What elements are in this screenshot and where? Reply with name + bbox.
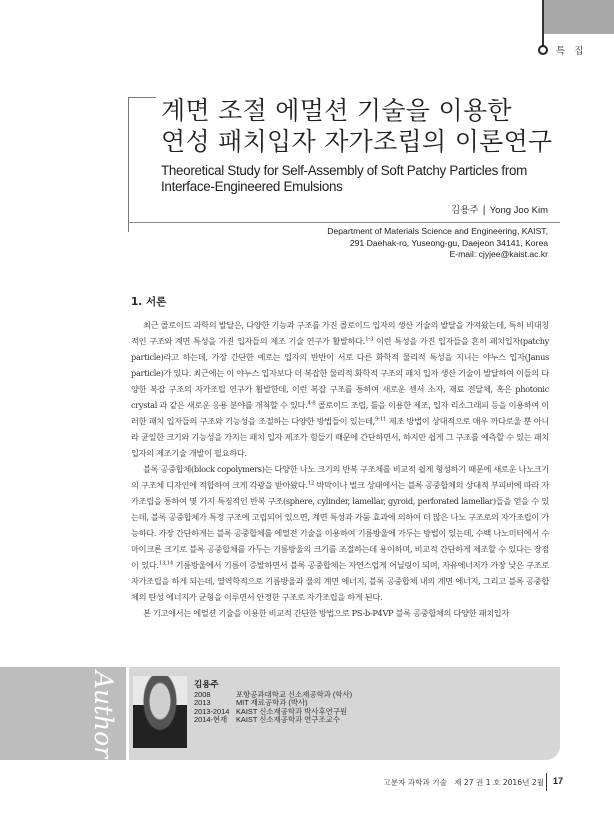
paragraph-3: 본 기고에서는 에멀션 기술을 이용한 비교적 간단한 방법으로 PS-b-P4VP 블록 공중합체의 다양한 패치입자 — [143, 608, 510, 618]
citation: 4-8 — [307, 400, 316, 407]
text: 기름방울에서 기름이 증발하면서 블록 공중합체는 자연스럽게 어닐링이 되며, 자유에너지가 가장 낮은 구조로 자가조립을 하게 되는데, 열역학적으로 기름방울과 물의 계면 에너지, 블록 공중합체 내의 계면 에너지, 그리고 블록 공중합체의 탄성 에너지가 균형을 이루면서 안정한 구조로 자가조립을 하게 된다. — [131, 560, 549, 602]
author-photo — [133, 676, 187, 748]
journal-name: 고분자 과학과 기술 — [383, 778, 447, 787]
bio-entry — [194, 716, 352, 724]
title-bracket — [128, 97, 129, 232]
english-title — [161, 163, 527, 194]
text: 블록 공중합체(block copolymers)는 다양한 나노 크기의 반복 구조체를 비교적 쉽게 형성하기 때문에 새로운 나노크기의 구조체 디자인에 적합하여 크게 각광을 받아왔다. — [131, 464, 549, 490]
author-email: E-mail: cjyjee@kaist.ac.kr — [449, 249, 548, 259]
english-title-line-2: Interface-Engineered Emulsions — [161, 178, 343, 194]
section-heading: 1. 서론 — [131, 296, 167, 308]
affiliation-line-2: 291 Daehak-ro, Yuseong-gu, Daejeon 34141, Korea — [349, 237, 548, 248]
citation: 1-3 — [365, 336, 374, 343]
paragraph-1 — [131, 317, 549, 461]
text: 이런 특성을 가진 입자들을 흔히 패치입자(patchy particle)라고 하는데, 가장 간단한 예로는 입자의 반반이 서로 다른 화학적 물리적 특성을 지니는 야누스 입자(Janus particle)가 있다. 최근에는 이 야누스 입자보다 더 복잡한 물리적 화학적 구조의 패치 입자 생산 기술이 발달하여 이들의 다양한 복잡 구조의 자가조립 연구가 활발한데, 이런 복잡 구조를 통하여 새로운 센서 소자, 재료 전달체, 혹은 photonic crystal 과 같은 새로운 응용 분야를 개척할 수 있다. — [131, 336, 549, 410]
author-box-label: Author — [89, 670, 118, 759]
bio-desc: MIT 재료공학과 (박사) — [236, 698, 308, 708]
bio-year: 2008 — [194, 690, 211, 699]
citation: 12 — [307, 480, 315, 487]
author-name-ko: 김용주 — [450, 205, 479, 216]
page-number: 17 — [553, 776, 564, 786]
journal-issue: 제 27 권 1 호 2016년 2월 — [454, 778, 544, 787]
korean-title — [161, 95, 553, 157]
korean-title-line-1: 계면 조절 에멀션 기술을 이용한 — [161, 96, 512, 125]
section-label: 특 집 — [556, 46, 587, 57]
footer-divider — [546, 773, 547, 791]
text: 콜로이드 조립, 틀을 이용한 제조, 입자 리소그래피 등을 이용하여 이러한 패치 입자들의 구조와 기능성을 조절하는 다양한 방법들이 있는데, — [131, 400, 549, 426]
bio-desc: 포항공과대학교 신소재공학과 (학사) — [236, 690, 353, 699]
footer-journal — [383, 777, 544, 788]
header-divider — [542, 0, 544, 46]
bio-desc: KAIST 신소재공학과 박사후연구원 — [236, 706, 348, 716]
corner-tab — [543, 0, 614, 34]
author-byline — [451, 205, 548, 217]
bio-year: 2013-2014 — [194, 706, 230, 716]
title-bracket-top — [128, 97, 156, 98]
english-title-line-1: Theoretical Study for Self-Assembly of Soft Patchy Particles from — [161, 163, 527, 178]
citation: 13,14 — [158, 560, 173, 567]
affiliation-line-1: Department of Materials Science and Engineering, KAIST, — [327, 226, 548, 236]
text: 최근 콜로이드 과학의 발달은, 다양한 기능과 구조를 가진 콜로이드 입자의 생산 기술의 발달을 가져왔는데, 특히 비대칭적인 구조와 계면 특성을 가진 입자들의 제조 기술 연구가 활발하다. — [131, 320, 549, 346]
paragraph-2 — [131, 461, 549, 605]
affiliation — [327, 226, 548, 261]
circle-bullet-icon — [538, 45, 548, 55]
author-rule — [128, 222, 560, 223]
text: 박막이나 벌크 상태에서는 블록 공중합체의 상대적 부피비에 따라 자가조립을 통하여 몇 가지 특징적인 반복 구조(sphere, cylinder, lamellar, gyroid, perforated lamellar)들을 얻을 수 있는데, 블록 공중합체가 특정 구조에 고립되어 있으면, 계면 특성과 가둠 효과에 의하여 더 많은 나노 구조로의 자가조립이 가능하다. 가장 간단하게는 블록 공중합체를 에멀전 기술을 이용하여 기름방울에 가두는 방법이 있는데, 수백 나노미터에서 수 마이크론 크기로 블록 공중합체를 가두는 기름방울의 크기를 조절하는데 용이하며, 비교적 간단하게 제조할 수 있다는 장점이 있다. — [131, 480, 549, 570]
author-separator: | — [482, 205, 486, 216]
body-text — [131, 317, 549, 621]
bio-year: 2013 — [194, 698, 211, 708]
korean-title-line-2: 연성 패치입자 자가조립의 이론연구 — [161, 127, 553, 156]
author-bio — [194, 691, 352, 724]
author-box-name: 김용주 — [194, 680, 219, 690]
citation: 9-11 — [374, 416, 387, 423]
text: 제조 방법이 상대적으로 매우 까다로울 뿐 아니라 균일한 크기와 기능성을 가지는 패치 입자 제조가 힘들기 때문에 간단하면서, 하지만 쉽게 그 구조를 예측할 수 있는 패치 입자의 제조기술 개발이 필요하다. — [131, 416, 550, 458]
author-name-en: Yong Joo Kim — [489, 205, 548, 216]
bio-year: 2014-현재 — [194, 714, 228, 724]
bio-desc: KAIST 신소재공학과 연구조교수 — [236, 714, 340, 724]
